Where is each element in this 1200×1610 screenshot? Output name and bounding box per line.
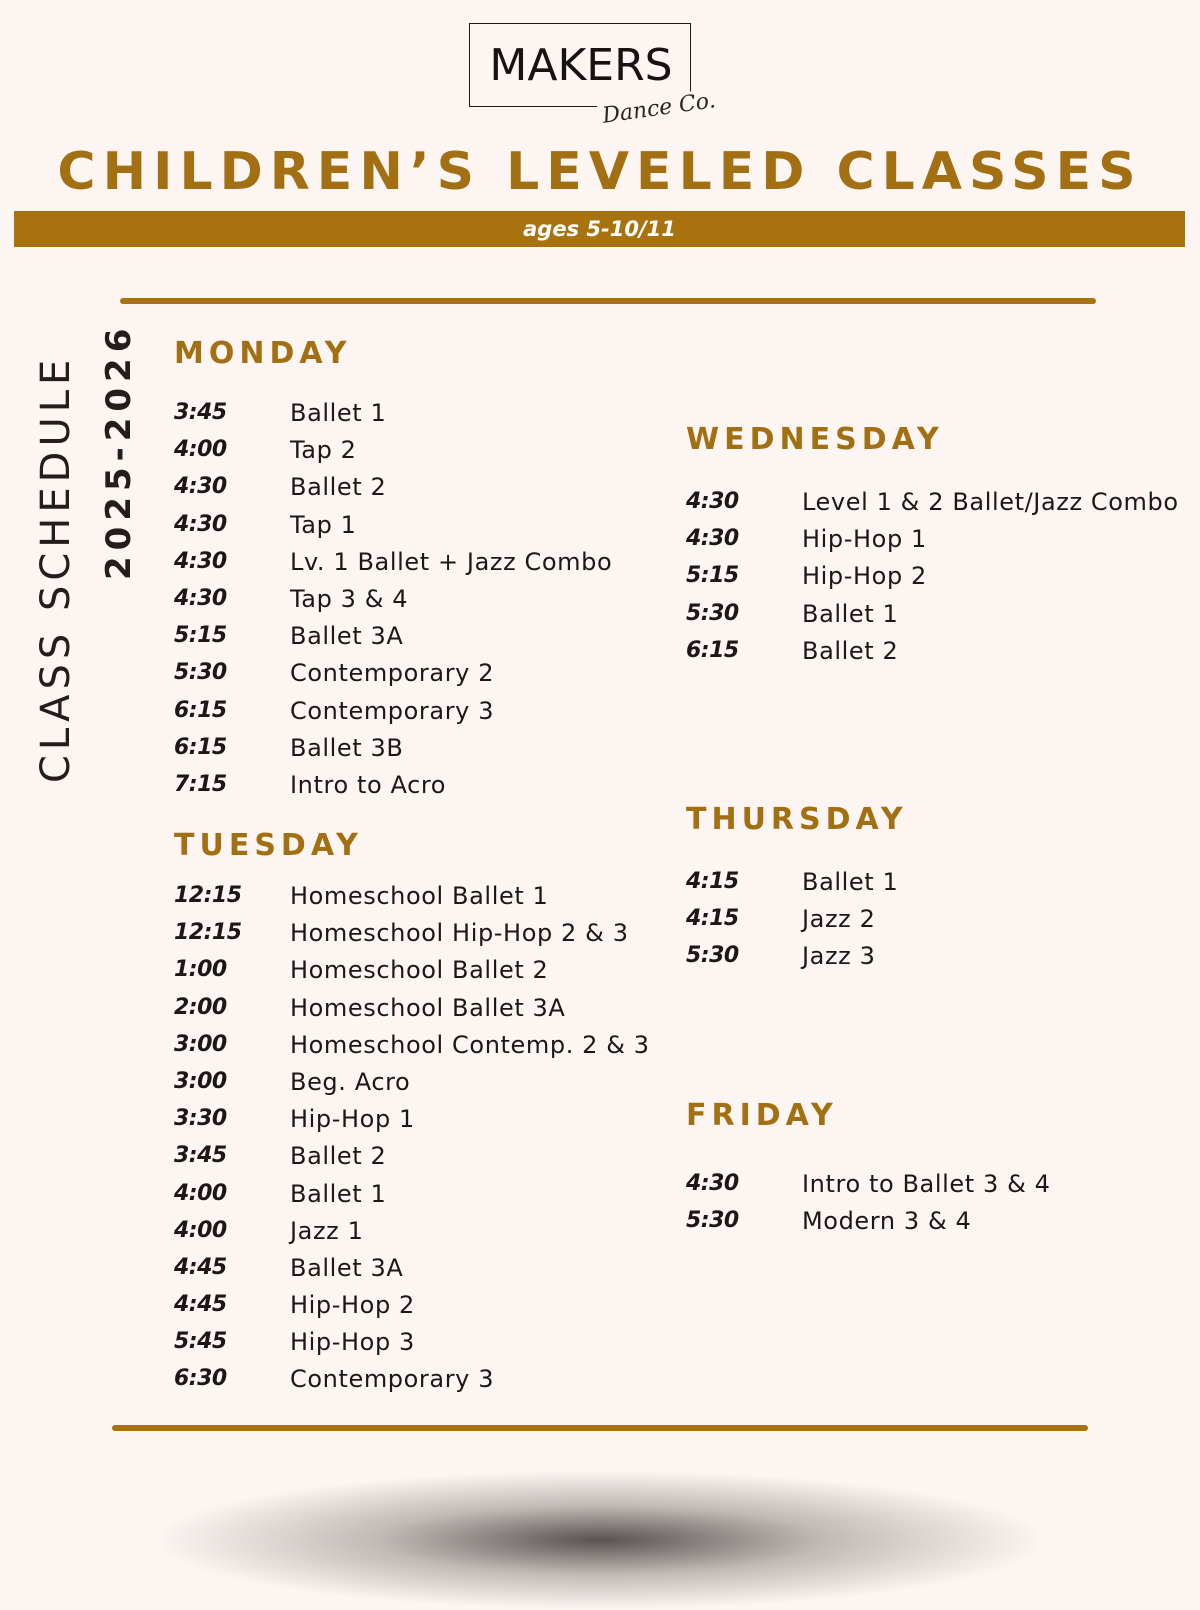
class-name: Beg. Acro bbox=[290, 1067, 411, 1096]
class-name: Ballet 2 bbox=[290, 1142, 387, 1171]
class-name: Tap 3 & 4 bbox=[290, 584, 409, 613]
class-time: 7:15 bbox=[174, 771, 227, 797]
class-time: 5:30 bbox=[686, 600, 739, 626]
class-name: Contemporary 3 bbox=[290, 696, 495, 725]
class-name: Ballet 1 bbox=[290, 1179, 387, 1208]
bottom-divider bbox=[112, 1425, 1088, 1431]
class-time: 4:30 bbox=[174, 511, 227, 537]
class-time: 4:30 bbox=[686, 489, 739, 514]
age-banner bbox=[14, 211, 1185, 247]
class-name: Ballet 1 bbox=[802, 599, 899, 628]
class-time: 5:30 bbox=[686, 1208, 739, 1234]
class-name: Homeschool Ballet 2 bbox=[290, 956, 549, 985]
class-name: Ballet 1 bbox=[290, 399, 387, 427]
class-name: Ballet 2 bbox=[290, 473, 387, 502]
class-time: 4:00 bbox=[174, 437, 227, 463]
class-name: Homeschool Ballet 3A bbox=[290, 993, 566, 1022]
class-time: 3:30 bbox=[174, 1106, 227, 1132]
class-name: Contemporary 2 bbox=[290, 659, 495, 688]
class-name: Ballet 3B bbox=[290, 733, 404, 762]
class-time: 1:00 bbox=[174, 957, 227, 983]
class-time: 4:15 bbox=[686, 869, 739, 894]
class-name: Hip-Hop 3 bbox=[290, 1328, 415, 1357]
class-name: Jazz 1 bbox=[290, 1216, 364, 1245]
class-time: 4:15 bbox=[686, 906, 739, 932]
class-name: Homeschool Contemp. 2 & 3 bbox=[290, 1030, 650, 1059]
day-heading-monday: MONDAY bbox=[174, 336, 352, 371]
class-time: 4:30 bbox=[686, 526, 739, 552]
page-title: CHILDREN’S LEVELED CLASSES bbox=[57, 142, 1143, 202]
class-name: Homeschool Hip-Hop 2 & 3 bbox=[290, 919, 629, 948]
class-name: Jazz 3 bbox=[802, 942, 876, 971]
class-time: 3:45 bbox=[174, 1143, 227, 1169]
class-time: 4:45 bbox=[174, 1254, 227, 1280]
side-label-schedule: CLASS SCHEDULE bbox=[33, 354, 79, 783]
class-name: Ballet 3A bbox=[290, 1253, 404, 1282]
class-name: Lv. 1 Ballet + Jazz Combo bbox=[290, 547, 613, 576]
day-heading-tuesday: TUESDAY bbox=[174, 828, 363, 863]
class-name: Hip-Hop 1 bbox=[802, 525, 927, 554]
class-time: 4:30 bbox=[686, 1171, 739, 1196]
class-time: 4:30 bbox=[174, 474, 227, 500]
class-time: 4:30 bbox=[174, 548, 227, 574]
class-name: Intro to Ballet 3 & 4 bbox=[802, 1170, 1051, 1198]
class-name: Jazz 2 bbox=[802, 905, 876, 934]
class-time: 3:00 bbox=[174, 1031, 227, 1057]
class-name: Hip-Hop 2 bbox=[290, 1291, 415, 1320]
class-name: Contemporary 3 bbox=[290, 1365, 495, 1394]
class-time: 5:30 bbox=[686, 943, 739, 969]
class-time: 5:45 bbox=[174, 1329, 227, 1355]
class-name: Ballet 2 bbox=[802, 636, 899, 665]
logo bbox=[469, 23, 691, 107]
class-time: 4:45 bbox=[174, 1292, 227, 1318]
day-heading-thursday: THURSDAY bbox=[686, 802, 908, 837]
logo-script: Dance Co. bbox=[597, 88, 721, 130]
class-time: 5:15 bbox=[174, 623, 227, 649]
class-time: 2:00 bbox=[174, 994, 227, 1020]
class-time: 5:15 bbox=[686, 563, 739, 589]
class-time: 3:45 bbox=[174, 400, 227, 425]
class-time: 6:15 bbox=[686, 637, 739, 663]
class-time: 4:00 bbox=[174, 1180, 227, 1206]
day-heading-friday: FRIDAY bbox=[686, 1098, 838, 1133]
class-name: Ballet 1 bbox=[802, 868, 899, 896]
class-name: Hip-Hop 1 bbox=[290, 1105, 415, 1134]
class-time: 3:00 bbox=[174, 1068, 227, 1094]
logo-wordmark: MAKERS bbox=[489, 40, 673, 91]
class-name: Modern 3 & 4 bbox=[802, 1207, 972, 1236]
class-time: 6:15 bbox=[174, 734, 227, 760]
class-time: 4:00 bbox=[174, 1217, 227, 1243]
class-time: 12:15 bbox=[174, 920, 242, 946]
class-time: 4:30 bbox=[174, 585, 227, 611]
class-time: 5:30 bbox=[174, 660, 227, 686]
class-time: 12:15 bbox=[174, 883, 242, 908]
class-name: Hip-Hop 2 bbox=[802, 562, 927, 591]
side-label-year: 2025-2026 bbox=[99, 322, 139, 580]
class-time: 6:15 bbox=[174, 697, 227, 723]
top-divider bbox=[120, 298, 1096, 304]
class-name: Tap 1 bbox=[290, 510, 357, 539]
class-name: Tap 2 bbox=[290, 436, 357, 465]
class-time: 6:30 bbox=[174, 1366, 227, 1392]
class-name: Intro to Acro bbox=[290, 770, 447, 799]
page-shadow bbox=[150, 1470, 1050, 1610]
day-heading-wednesday: WEDNESDAY bbox=[686, 422, 944, 457]
class-name: Level 1 & 2 Ballet/Jazz Combo bbox=[802, 488, 1179, 516]
class-name: Homeschool Ballet 1 bbox=[290, 882, 549, 910]
class-name: Ballet 3A bbox=[290, 622, 404, 651]
age-range: ages 5-10/11 bbox=[523, 217, 676, 241]
